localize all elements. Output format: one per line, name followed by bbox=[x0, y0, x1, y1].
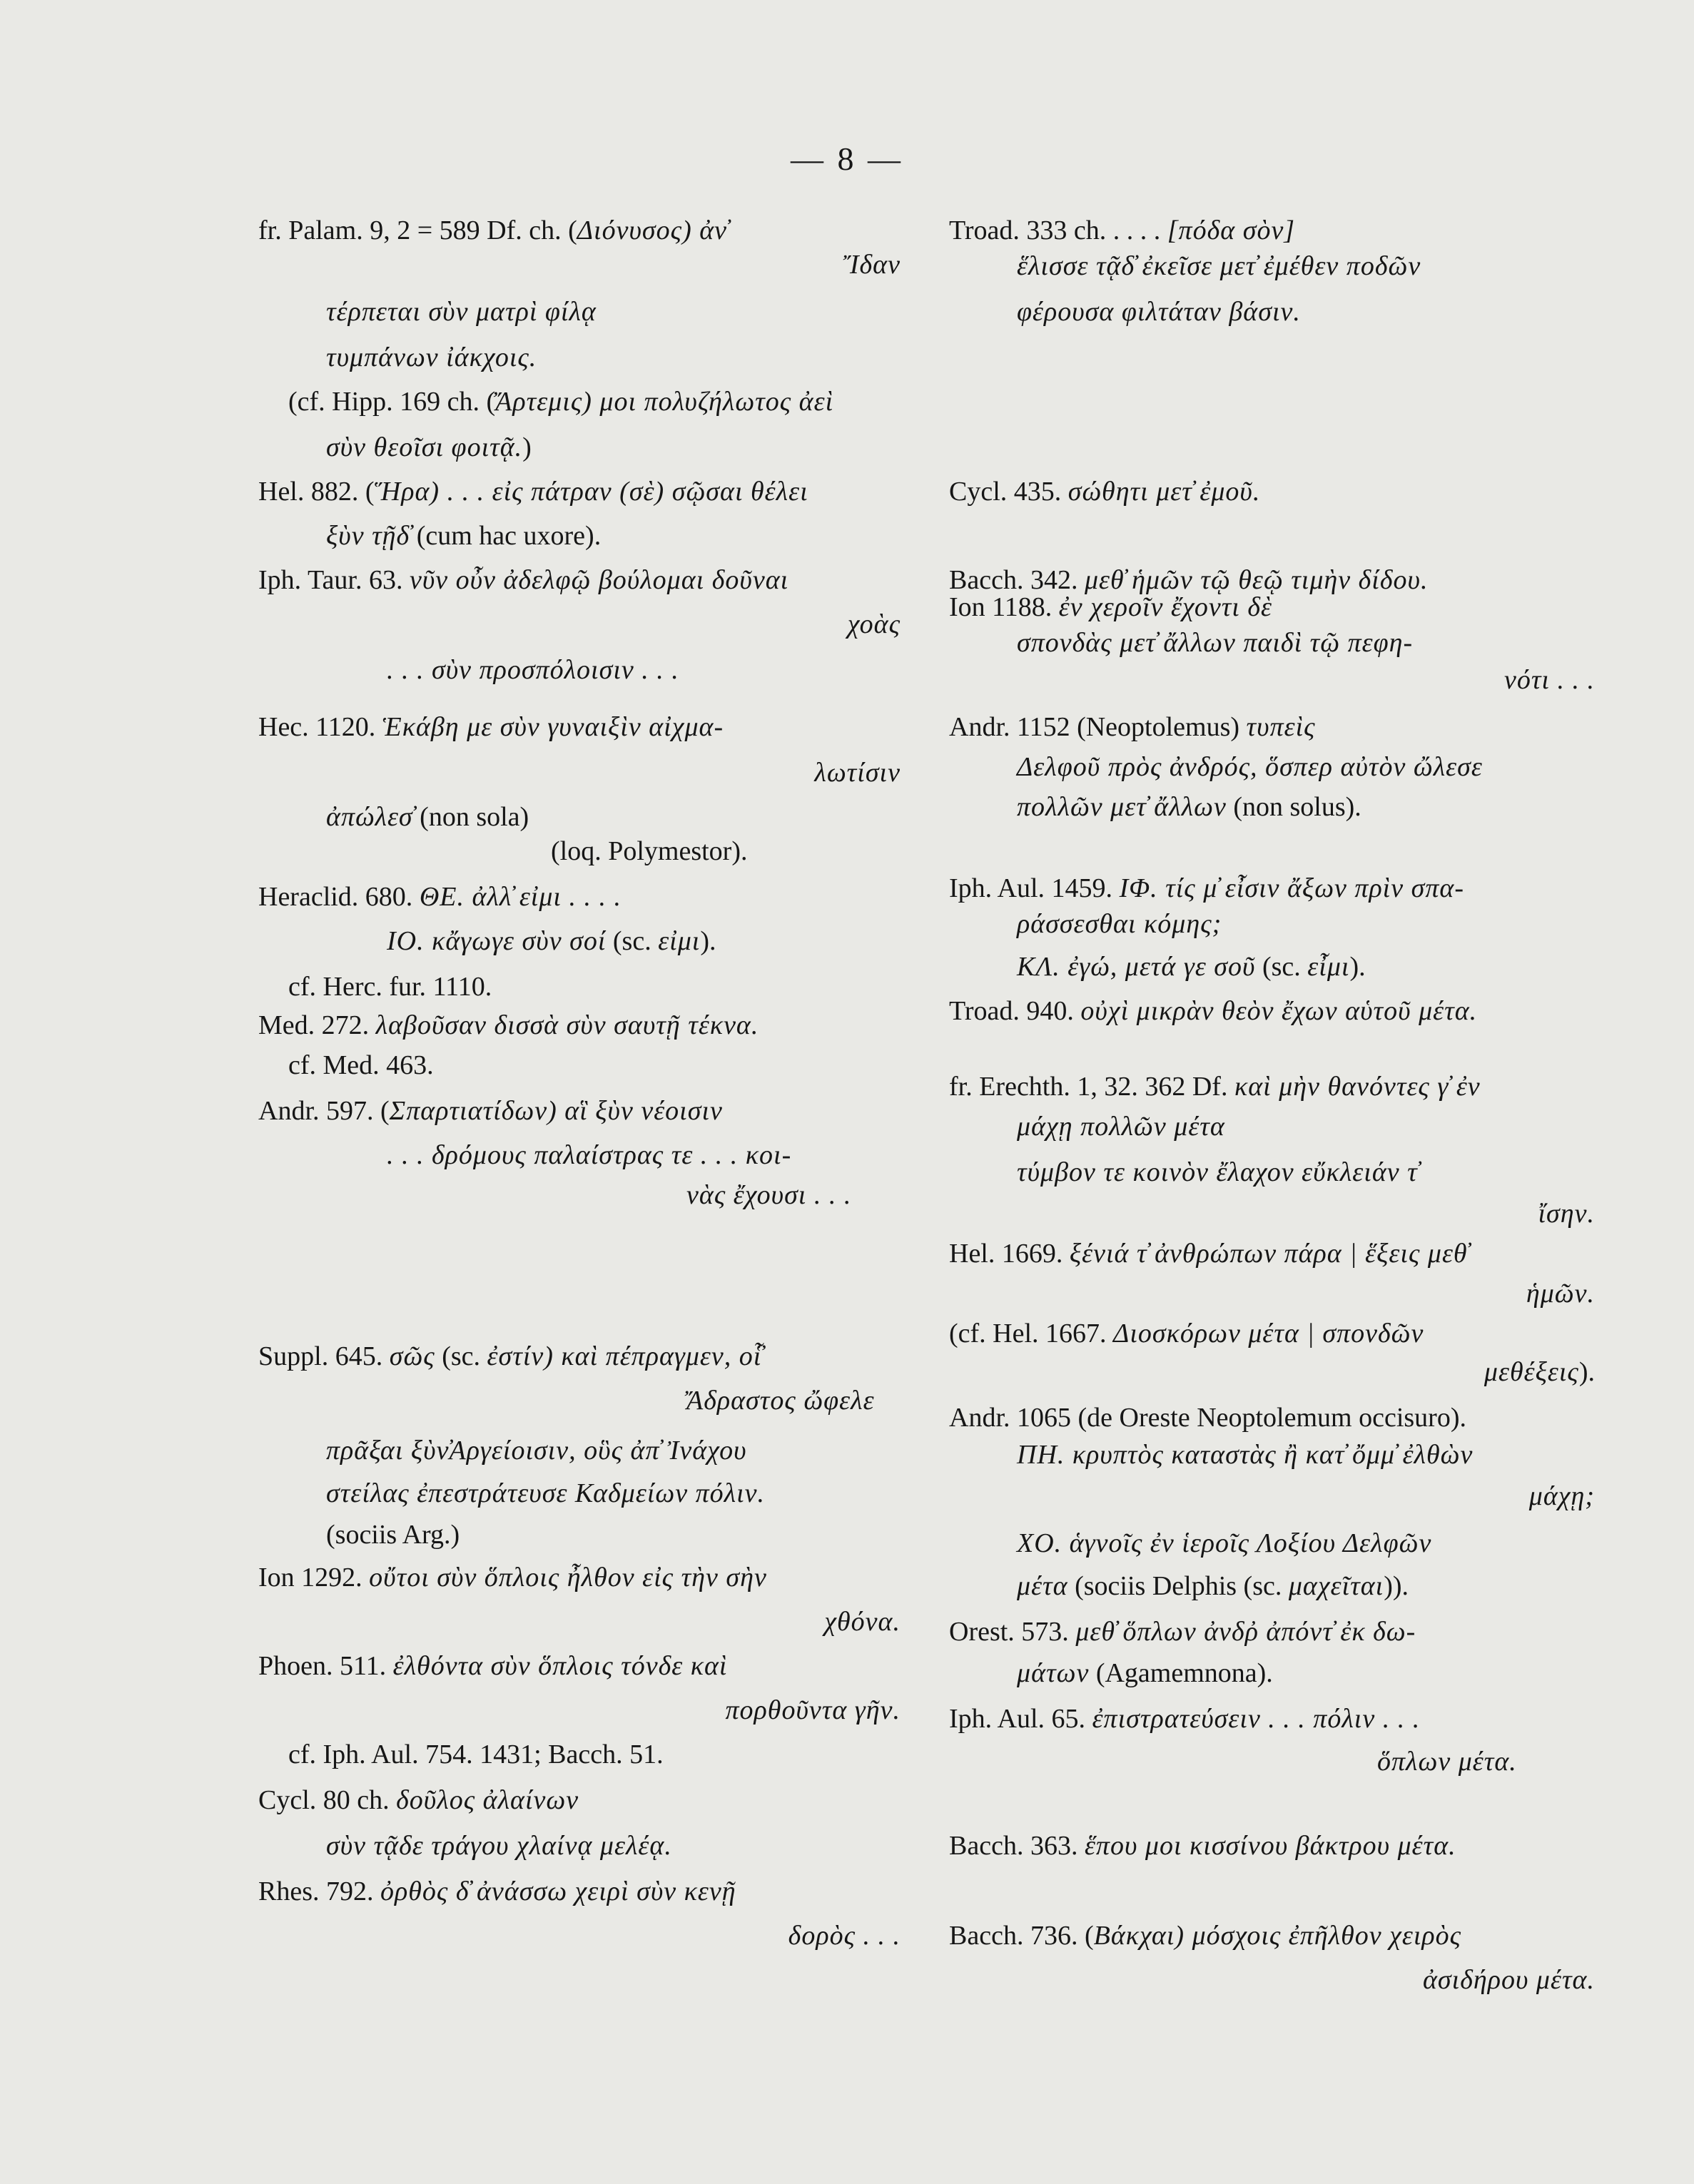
latin-text: Heraclid. 680. bbox=[258, 882, 420, 912]
latin-text: Andr. 1065 (de Oreste Neoptolemum occisuro). bbox=[949, 1403, 1466, 1433]
greek-text: τύμβον τε κοινὸν ἔλαχον εὔκλειάν τ̓ bbox=[1017, 1157, 1418, 1187]
text-line bbox=[258, 290, 901, 334]
text-line bbox=[258, 243, 901, 287]
greek-text: μάχῃ πολλῶν μέτα bbox=[1017, 1112, 1225, 1142]
text-line bbox=[949, 1610, 1595, 1654]
greek-text: μάχῃ; bbox=[1528, 1481, 1595, 1511]
greek-text: Ἄδραστος ὤφελε bbox=[686, 1386, 875, 1416]
greek-text: πορθοῦντα γῆν. bbox=[725, 1695, 901, 1725]
latin-text: Hec. 1120. bbox=[258, 712, 382, 742]
greek-text: τυπεὶς bbox=[1246, 712, 1316, 742]
text-line bbox=[258, 965, 901, 1009]
latin-text: (cf. Hipp. 169 ch. ( bbox=[288, 387, 496, 417]
greek-text: ξένιά τ̓ ἀνθρώπων πάρα | ἕξεις μεθ̓ bbox=[1069, 1239, 1468, 1269]
greek-text: ἀσιδήρου μέτα. bbox=[1422, 1965, 1595, 1995]
text-line bbox=[949, 1311, 1595, 1356]
text-line bbox=[949, 1824, 1595, 1868]
text-line bbox=[949, 745, 1595, 789]
latin-text: cf. Herc. fur. 1110. bbox=[288, 972, 492, 1002]
latin-text: Iph. Taur. 63. bbox=[258, 565, 410, 595]
text-line bbox=[258, 1003, 901, 1047]
latin-text: Andr. 1152 (Neoptolemus) bbox=[949, 712, 1247, 742]
greek-text: ἕλισσε τᾷδ̓ ἐκεῖσε μετ̓ ἐμέθεν ποδῶν bbox=[1017, 251, 1421, 281]
text-line bbox=[258, 1089, 901, 1133]
latin-text: fr. Erechth. 1, 32. 362 Df. bbox=[949, 1072, 1234, 1102]
latin-text: (sc. bbox=[606, 926, 659, 956]
greek-text: ὅπλων μέτα. bbox=[1377, 1747, 1517, 1777]
page-number: — 8 — bbox=[791, 141, 903, 177]
text-line bbox=[949, 1150, 1595, 1194]
greek-text: σὺν θεοῖσι φοιτᾷ. bbox=[326, 432, 523, 462]
greek-text: . . . δρόμους παλαίστρας τε . . . κοι- bbox=[387, 1140, 792, 1170]
text-line bbox=[949, 469, 1595, 514]
greek-text: Βάκχαι) μόσχοις ἐπῆλθον χειρὸς bbox=[1093, 1921, 1462, 1951]
text-line bbox=[258, 1471, 901, 1515]
text-line bbox=[949, 1192, 1595, 1236]
text-line bbox=[949, 1474, 1595, 1518]
greek-text: ξὺν τῇδ̓ bbox=[326, 521, 410, 551]
text-line bbox=[258, 380, 901, 424]
text-line bbox=[949, 1651, 1595, 1695]
text-line bbox=[258, 1555, 901, 1600]
latin-text: Ion 1188. bbox=[949, 592, 1059, 622]
text-line bbox=[949, 1697, 1595, 1741]
text-line bbox=[949, 1231, 1595, 1276]
latin-text: Troad. 940. bbox=[949, 996, 1081, 1026]
latin-text: (non solus). bbox=[1226, 792, 1361, 822]
latin-text: (sociis Delphis (sc. bbox=[1067, 1571, 1289, 1601]
greek-text: ἐπιστρατεύσειν . . . πόλιν . . . bbox=[1092, 1704, 1421, 1734]
latin-text: (sociis Arg.) bbox=[326, 1520, 460, 1550]
latin-text: ). bbox=[1578, 1357, 1595, 1387]
greek-text: ἐλθόντα σὺν ὅπλοις τόνδε καὶ bbox=[392, 1651, 728, 1681]
greek-text: μαχεῖται bbox=[1288, 1571, 1384, 1601]
latin-text: Phoen. 511. bbox=[258, 1651, 393, 1681]
greek-text: ἐστίν) καὶ πέπραγμεν, οἷ̓ bbox=[487, 1341, 762, 1371]
greek-text: ΙΦ. τίς μ̓ εἶσιν ἄξων πρὶν σπα- bbox=[1119, 873, 1464, 903]
text-line bbox=[949, 658, 1595, 702]
latin-text: (non sola) bbox=[412, 802, 529, 832]
latin-text: (cum hac uxore). bbox=[410, 521, 602, 551]
greek-text: Ἥρα) . . . εἰς πάτραν (σὲ) σῷσαι θέλει bbox=[374, 477, 808, 507]
latin-text: Bacch. 342. bbox=[949, 565, 1085, 595]
text-line bbox=[258, 1644, 901, 1688]
text-line bbox=[258, 469, 901, 514]
text-line bbox=[258, 1133, 901, 1177]
latin-text: (cf. Hel. 1667. bbox=[949, 1319, 1114, 1349]
latin-text: Troad. 333 ch. . . . . bbox=[949, 215, 1167, 245]
greek-text: μεθέξεις bbox=[1483, 1357, 1579, 1387]
text-line bbox=[949, 1104, 1595, 1149]
greek-text: ΙΟ. κἄγωγε σὺν σοί bbox=[387, 926, 607, 956]
text-line bbox=[949, 244, 1595, 288]
text-line bbox=[949, 1521, 1595, 1565]
greek-text: ΧΟ. ἁγνοῖς ἐν ἱεροῖς Λοξίου Δελφῶν bbox=[1017, 1528, 1432, 1558]
text-line bbox=[258, 1600, 901, 1644]
latin-text: Bacch. 736. ( bbox=[949, 1921, 1094, 1951]
greek-text: σώθητι μετ̓ ἐμοῦ. bbox=[1067, 477, 1261, 507]
text-line bbox=[258, 335, 901, 380]
greek-text: λωτίσιν bbox=[814, 758, 901, 788]
greek-text: οὔτοι σὺν ὅπλοις ἦλθον εἰς τὴν σὴν bbox=[369, 1563, 767, 1593]
text-line bbox=[258, 1914, 901, 1958]
text-line bbox=[949, 1350, 1595, 1394]
text-line bbox=[258, 1688, 901, 1732]
greek-text: καὶ μὴν θανόντες γ̓ ἐν bbox=[1234, 1072, 1481, 1102]
greek-text: Ἄρτεμις) μοι πολυζήλωτος ἀεὶ bbox=[495, 387, 834, 417]
text-line bbox=[258, 1334, 901, 1378]
text-line bbox=[258, 425, 901, 469]
greek-text: νὰς ἔχουσι . . . bbox=[686, 1180, 852, 1210]
latin-text: )). bbox=[1384, 1571, 1409, 1601]
greek-text: Διοσκόρων μέτα | σπονδῶν bbox=[1113, 1319, 1424, 1349]
greek-text: πρᾶξαι ξὺν̓Αργείοισιν, οὓς ἀπ̓ Ἰνάχου bbox=[326, 1436, 747, 1466]
greek-text: Ἴδαν bbox=[843, 250, 901, 280]
latin-text: ) bbox=[522, 432, 532, 462]
text-line bbox=[949, 785, 1595, 829]
text-line bbox=[949, 290, 1595, 334]
latin-text: Med. 272. bbox=[258, 1010, 376, 1040]
text-line bbox=[949, 705, 1595, 749]
greek-text: δοῦλος ἀλαίνων bbox=[396, 1785, 579, 1815]
greek-text: μεθ̓ ὅπλων ἀνδῤ ἀπόντ̓ ἐκ δω- bbox=[1075, 1617, 1416, 1647]
latin-text: cf. Iph. Aul. 754. 1431; Bacch. 51. bbox=[288, 1739, 664, 1769]
latin-text: (loq. Polymestor). bbox=[551, 836, 748, 866]
greek-text: δορὸς . . . bbox=[788, 1921, 901, 1951]
text-line bbox=[949, 1564, 1595, 1608]
text-line bbox=[949, 1433, 1595, 1477]
greek-text: . . . σὺν προσπόλοισιν . . . bbox=[387, 655, 679, 685]
latin-text: (sc. bbox=[1255, 952, 1308, 982]
text-line bbox=[949, 1914, 1595, 1958]
text-line bbox=[258, 705, 901, 749]
greek-text: Ἑκάβη με σὺν γυναιξὶν αἰχμα- bbox=[382, 712, 724, 742]
greek-text: ΚΛ. ἐγώ, μετά γε σοῦ bbox=[1017, 952, 1256, 982]
text-line bbox=[258, 1378, 901, 1423]
text-line bbox=[258, 751, 901, 795]
greek-text: ράσσεσθαι κόμης; bbox=[1017, 909, 1222, 939]
text-line bbox=[949, 902, 1595, 946]
greek-text: φέρουσα φιλτάταν βάσιν. bbox=[1017, 297, 1301, 327]
greek-text: ΠΗ. κρυπτὸς καταστὰς ἢ κατ̓ ὄμμ̓ ἐλθὼν bbox=[1017, 1440, 1474, 1470]
text-line bbox=[949, 945, 1595, 989]
latin-text: ). bbox=[1349, 952, 1366, 982]
greek-text: ὀρθὸς δ̓ ἀνάσσω χειρὶ σὺν κενῇ bbox=[380, 1876, 736, 1906]
latin-text: fr. Palam. 9, 2 = 589 Df. ch. ( bbox=[258, 215, 577, 245]
greek-text: Σπαρτιατίδων) αἳ ξὺν νέοισιν bbox=[389, 1096, 723, 1126]
greek-text: Διόνυσος) ἀν̓ bbox=[577, 215, 728, 245]
text-line bbox=[258, 514, 901, 558]
latin-text: Rhes. 792. bbox=[258, 1876, 380, 1906]
latin-text: (Agamemnona). bbox=[1089, 1658, 1273, 1688]
latin-text: Hel. 1669. bbox=[949, 1239, 1070, 1269]
greek-text: σπονδὰς μετ̓ ἄλλων παιδὶ τῷ πεφη- bbox=[1017, 628, 1414, 658]
greek-text: ἴσην. bbox=[1538, 1199, 1595, 1229]
greek-text: ΘΕ. ἀλλ̓ εἰμι . . . . bbox=[419, 882, 622, 912]
greek-text: τέρπεται σὺν ματρὶ φίλᾳ bbox=[326, 297, 597, 327]
latin-text: Iph. Aul. 65. bbox=[949, 1704, 1092, 1734]
greek-text: νότι . . . bbox=[1503, 665, 1595, 695]
greek-text: σὺν τᾷδε τράγου χλαίνᾳ μελέᾳ. bbox=[326, 1831, 672, 1861]
greek-text: ἐν χεροῖν ἔχοντι δὲ bbox=[1058, 592, 1272, 622]
text-line bbox=[949, 1958, 1595, 2002]
text-line bbox=[949, 989, 1595, 1033]
greek-text: Δελφοῦ πρὸς ἀνδρός, ὅσπερ αὐτὸν ὤλεσε bbox=[1017, 752, 1483, 782]
greek-text: χθόνα. bbox=[824, 1607, 901, 1637]
greek-text: ἡμῶν. bbox=[1526, 1279, 1595, 1309]
text-line bbox=[258, 875, 901, 919]
greek-text: σῶς bbox=[389, 1341, 435, 1371]
text-line bbox=[258, 1173, 901, 1217]
greek-text: [πόδα σὸν] bbox=[1167, 215, 1296, 245]
greek-text: πολλῶν μετ̓ ἄλλων bbox=[1017, 792, 1227, 822]
text-line bbox=[258, 602, 901, 646]
latin-text: cf. Med. 463. bbox=[288, 1050, 434, 1080]
text-line bbox=[949, 1739, 1595, 1784]
greek-text: νῦν οὖν ἀδελφῷ βούλομαι δοῦναι bbox=[409, 565, 789, 595]
greek-text: εἶμι bbox=[1307, 952, 1350, 982]
text-line bbox=[258, 919, 901, 963]
text-line bbox=[258, 1869, 901, 1914]
text-line bbox=[258, 1732, 901, 1777]
latin-text: Ion 1292. bbox=[258, 1563, 370, 1593]
greek-text: στείλας ἐπεστράτευσε Καδμείων πόλιν. bbox=[326, 1478, 766, 1508]
text-line bbox=[949, 1271, 1595, 1316]
greek-text: μεθ̓ ἡμῶν τῷ θεῷ τιμὴν δίδου. bbox=[1084, 565, 1429, 595]
latin-text: Cycl. 435. bbox=[949, 477, 1068, 507]
latin-text: Hel. 882. ( bbox=[258, 477, 375, 507]
greek-text: μάτων bbox=[1017, 1658, 1090, 1688]
greek-text: ἕπου μοι κισσίνου βάκτρου μέτα. bbox=[1084, 1831, 1456, 1861]
text-line bbox=[258, 829, 901, 873]
text-line bbox=[258, 1824, 901, 1868]
text-line bbox=[258, 558, 901, 602]
greek-text: λαβοῦσαν δισσὰ σὺν σαυτῇ τέκνα. bbox=[375, 1010, 759, 1040]
latin-text: Bacch. 363. bbox=[949, 1831, 1085, 1861]
greek-text: ἀπώλεσ̓ bbox=[326, 802, 413, 832]
text-line bbox=[258, 648, 901, 692]
text-line bbox=[258, 1043, 901, 1087]
latin-text: Orest. 573. bbox=[949, 1617, 1076, 1647]
latin-text: Cycl. 80 ch. bbox=[258, 1785, 397, 1815]
latin-text: (sc. bbox=[435, 1341, 487, 1371]
text-line bbox=[258, 1513, 901, 1557]
text-line bbox=[949, 1065, 1595, 1109]
greek-text: χοὰς bbox=[847, 609, 901, 639]
greek-text: τυμπάνων ἰάκχοις. bbox=[326, 342, 537, 372]
latin-text: Suppl. 645. bbox=[258, 1341, 390, 1371]
text-line bbox=[258, 1778, 901, 1822]
latin-text: ). bbox=[700, 926, 716, 956]
greek-text: εἰμι bbox=[658, 926, 701, 956]
latin-text: Andr. 597. ( bbox=[258, 1096, 390, 1126]
latin-text: Iph. Aul. 1459. bbox=[949, 873, 1120, 903]
text-line bbox=[258, 1428, 901, 1473]
greek-text: οὐχὶ μικρὰν θεὸν ἔχων αὑτοῦ μέτα. bbox=[1080, 996, 1478, 1026]
greek-text: μέτα bbox=[1017, 1571, 1068, 1601]
